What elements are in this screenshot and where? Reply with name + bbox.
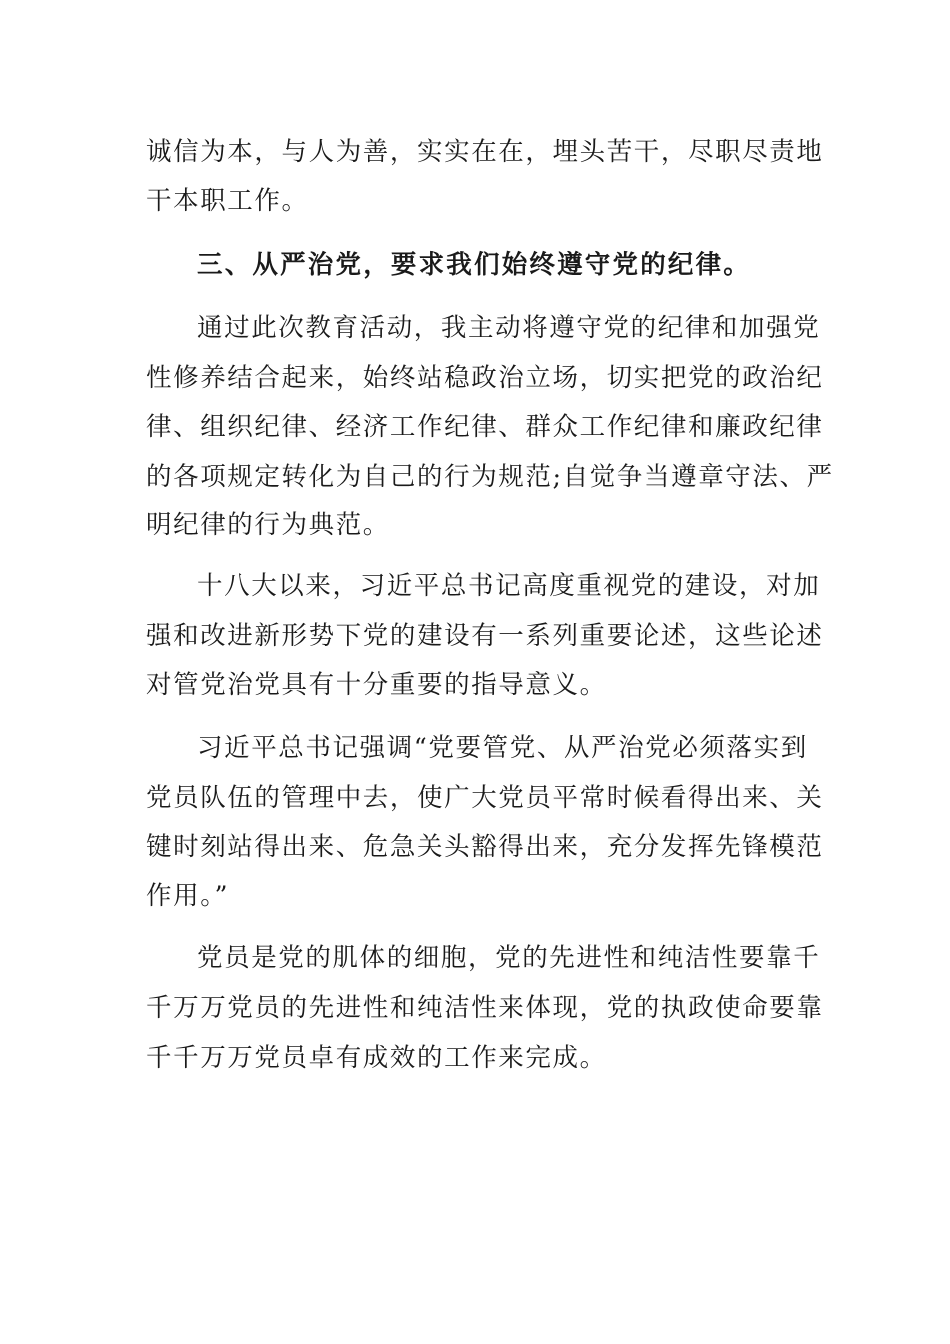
paragraph-line: 作用。” bbox=[146, 881, 230, 911]
paragraph-line: 通过此次教育活动，我主动将遵守党的纪律和加强党 bbox=[197, 313, 821, 343]
paragraph-line: 习近平总书记强调“党要管党、从严治党必须落实到 bbox=[197, 733, 808, 763]
paragraph-line: 党员队伍的管理中去，使广大党员平常时候看得出来、关 bbox=[146, 783, 824, 813]
paragraph-line: 律、组织纪律、经济工作纪律、群众工作纪律和廉政纪律 bbox=[146, 412, 824, 442]
paragraph-line: 对管党治党具有十分重要的指导意义。 bbox=[146, 670, 607, 700]
paragraph-line: 党员是党的肌体的细胞，党的先进性和纯洁性要靠千 bbox=[197, 943, 821, 973]
paragraph-line: 强和改进新形势下党的建设有一系列重要论述，这些论述 bbox=[146, 621, 824, 651]
paragraph-line: 干本职工作。 bbox=[146, 186, 309, 216]
paragraph-line: 千千万万党员卓有成效的工作来完成。 bbox=[146, 1043, 607, 1073]
section-heading: 三、从严治党，要求我们始终遵守党的纪律。 bbox=[197, 250, 752, 280]
paragraph-line: 的各项规定转化为自己的行为规范;自觉争当遵章守法、严 bbox=[146, 462, 834, 492]
paragraph-line: 千万万党员的先进性和纯洁性来体现，党的执政使命要靠 bbox=[146, 993, 824, 1023]
paragraph-line: 十八大以来，习近平总书记高度重视党的建设，对加 bbox=[197, 571, 821, 601]
paragraph-line: 诚信为本，与人为善，实实在在，埋头苦干，尽职尽责地 bbox=[146, 137, 824, 167]
paragraph-line: 键时刻站得出来、危急关头豁得出来，充分发挥先锋模范 bbox=[146, 832, 824, 862]
paragraph-line: 性修养结合起来，始终站稳政治立场，切实把党的政治纪 bbox=[146, 363, 824, 393]
paragraph-line: 明纪律的行为典范。 bbox=[146, 510, 390, 540]
